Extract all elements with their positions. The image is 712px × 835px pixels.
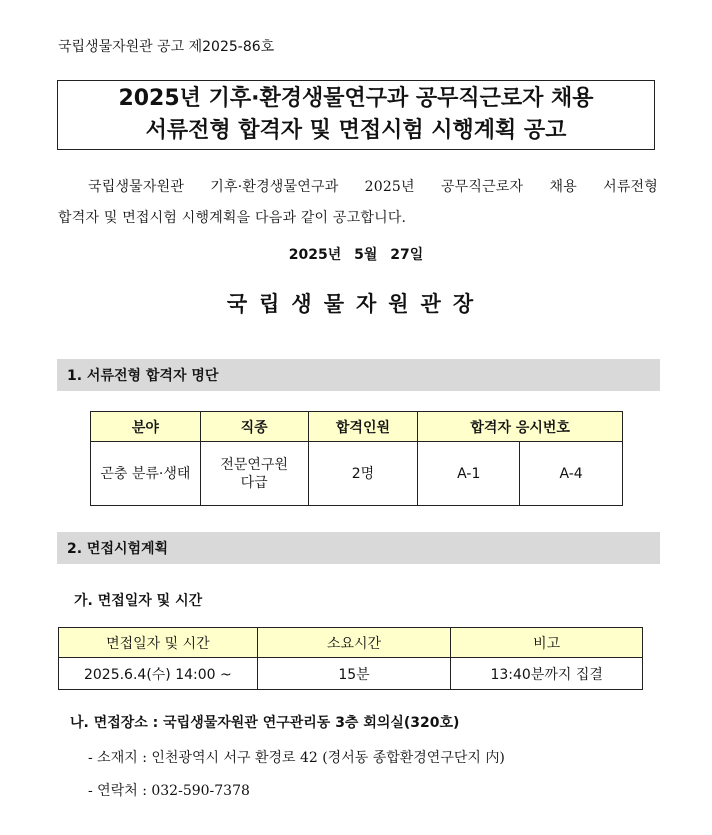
signer: 국립생물자원관장 (226, 292, 486, 316)
title-line-1: 2025년 기후·환경생물연구과 공무직근로자 채용 (118, 86, 594, 111)
cell-field: 곤충 분류·생태 (91, 442, 201, 506)
table-row (91, 442, 623, 506)
notice-date: 2025년 5월 27일 (288, 247, 424, 263)
intro-paragraph (58, 172, 658, 234)
cell-job-line-1: 전문연구원 (220, 456, 288, 473)
cell-number-1: A-1 (418, 442, 520, 506)
cell-duration: 15분 (257, 658, 451, 690)
header-numbers: 합격자 응시번호 (418, 412, 623, 442)
header-datetime: 면접일자 및 시간 (59, 628, 258, 658)
cell-datetime: 2025.6.4(수) 14:00 ~ (59, 658, 258, 690)
header-field: 분야 (91, 412, 201, 442)
header-job: 직종 (200, 412, 308, 442)
header-duration: 소요시간 (257, 628, 451, 658)
section-2-heading: 2. 면접시험계획 (57, 532, 660, 564)
intro-line-1: 국립생물자원관 기후·환경생물연구과 2025년 공무직근로자 채용 서류전형 (88, 179, 658, 195)
header-count: 합격인원 (308, 412, 418, 442)
table-row (59, 658, 643, 690)
contact-line: - 연락처 : 032-590-7378 (88, 783, 250, 799)
address-line: - 소재지 : 인천광역시 서구 환경로 42 (경서동 종합환경연구단지 内) (88, 750, 505, 766)
notice-number: 국립생물자원관 공고 제2025-86호 (58, 39, 275, 55)
table-header-row (91, 412, 623, 442)
intro-line-2: 합격자 및 면접시험 시행계획을 다음과 같이 공고합니다. (58, 210, 407, 226)
table-header-row (59, 628, 643, 658)
subheading-b: 나. 면접장소 : 국립생물자원관 연구관리동 3층 회의실(320호) (70, 715, 460, 731)
schedule-table (58, 627, 643, 690)
section-1-heading: 1. 서류전형 합격자 명단 (57, 359, 660, 391)
passers-table (90, 411, 623, 506)
header-remarks: 비고 (451, 628, 643, 658)
title-box (57, 80, 655, 150)
subheading-a: 가. 면접일자 및 시간 (74, 593, 203, 609)
cell-number-2: A-4 (520, 442, 623, 506)
cell-job-line-2: 다급 (240, 474, 268, 491)
cell-count: 2명 (308, 442, 418, 506)
title-line-2: 서류전형 합격자 및 면접시험 시행계획 공고 (145, 118, 567, 143)
cell-job (200, 442, 308, 506)
cell-remarks: 13:40분까지 집결 (451, 658, 643, 690)
